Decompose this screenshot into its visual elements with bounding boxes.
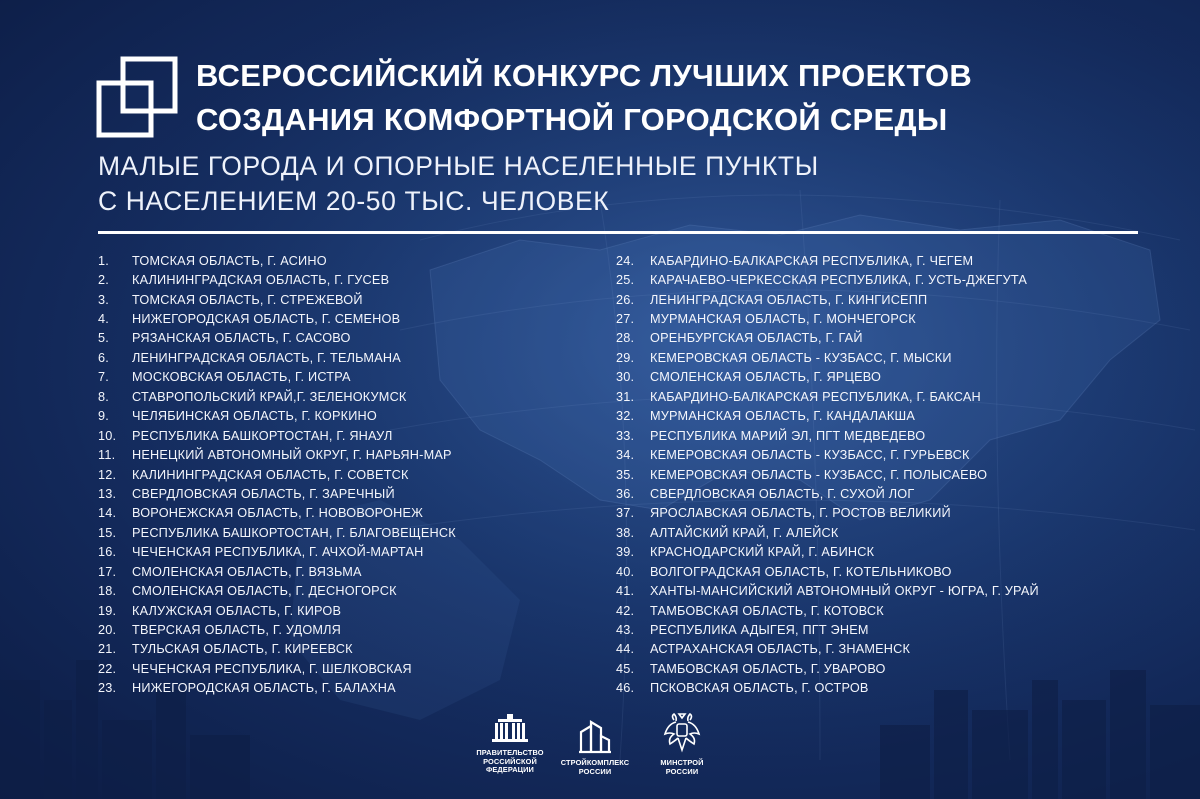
list-item <box>616 329 1176 348</box>
list-item-number: 36. <box>616 486 635 501</box>
list-item-number: 35. <box>616 467 635 482</box>
list-item <box>616 407 1176 426</box>
list-item-text: АСТРАХАНСКАЯ ОБЛАСТЬ, Г. ЗНАМЕНСК <box>650 642 911 657</box>
stroykompleks-logo-line-2: РОССИИ <box>578 766 612 776</box>
list-item-number: 14. <box>98 506 117 521</box>
list-item-number: 33. <box>616 428 635 443</box>
list-item-text: МУРМАНСКАЯ ОБЛАСТЬ, Г. КАНДАЛАКША <box>650 409 916 424</box>
list-item <box>616 290 1176 309</box>
winners-list-right <box>616 251 1176 698</box>
list-item-text: ЧЕЧЕНСКАЯ РЕСПУБЛИКА, Г. АЧХОЙ-МАРТАН <box>132 545 424 560</box>
list-item-number: 30. <box>616 370 635 385</box>
list-item-text: РЯЗАНСКАЯ ОБЛАСТЬ, Г. САСОВО <box>132 331 351 346</box>
list-item-text: КАЛУЖСКАЯ ОБЛАСТЬ, Г. КИРОВ <box>132 603 342 618</box>
list-item-text: АЛТАЙСКИЙ КРАЙ, Г. АЛЕЙСК <box>650 525 839 540</box>
list-item-number: 40. <box>616 564 635 579</box>
list-item-text: ХАНТЫ-МАНСИЙСКИЙ АВТОНОМНЫЙ ОКРУГ - ЮГРА, Г. УРАЙ <box>650 584 1039 599</box>
list-item <box>98 387 598 406</box>
list-item-text: ВОЛГОГРАДСКАЯ ОБЛАСТЬ, Г. КОТЕЛЬНИКОВО <box>650 564 952 579</box>
list-item-number: 6. <box>98 350 109 365</box>
list-item <box>616 484 1176 503</box>
list-item <box>98 426 598 445</box>
list-item-number: 23. <box>98 681 117 696</box>
list-item-text: КАРАЧАЕВО-ЧЕРКЕССКАЯ РЕСПУБЛИКА, Г. УСТЬ-ДЖЕГУТА <box>650 273 1028 288</box>
list-item <box>98 581 598 600</box>
list-item-number: 5. <box>98 331 109 346</box>
list-item <box>616 543 1176 562</box>
list-item-text: СМОЛЕНСКАЯ ОБЛАСТЬ, Г. ДЕСНОГОРСК <box>132 584 397 599</box>
list-item <box>98 543 598 562</box>
list-item-number: 18. <box>98 584 117 599</box>
list-item-text: ТУЛЬСКАЯ ОБЛАСТЬ, Г. КИРЕЕВСК <box>132 642 353 657</box>
list-item <box>616 309 1176 328</box>
list-item-text: ПСКОВСКАЯ ОБЛАСТЬ, Г. ОСТРОВ <box>650 681 869 696</box>
subtitle-line-1: МАЛЫЕ ГОРОДА И ОПОРНЫЕ НАСЕЛЕННЫЕ ПУНКТЫ <box>98 151 819 181</box>
list-item-text: МОСКОВСКАЯ ОБЛАСТЬ, Г. ИСТРА <box>132 370 351 385</box>
list-item <box>616 368 1176 387</box>
list-item-number: 26. <box>616 292 635 307</box>
list-item-number: 41. <box>616 584 635 599</box>
minstroy-logo-line-2: РОССИИ <box>665 766 699 776</box>
list-item-number: 24. <box>616 253 635 268</box>
list-item-text: ТОМСКАЯ ОБЛАСТЬ, Г. СТРЕЖЕВОЙ <box>132 292 363 307</box>
list-item-number: 32. <box>616 409 635 424</box>
list-item <box>616 445 1176 464</box>
list-item-number: 11. <box>98 448 116 463</box>
list-item <box>98 562 598 581</box>
list-item-number: 10. <box>98 428 117 443</box>
header-divider <box>98 231 1138 234</box>
stroykompleks-logo <box>553 718 637 776</box>
list-item-number: 39. <box>616 545 635 560</box>
list-item <box>98 348 598 367</box>
list-item-number: 46. <box>616 681 635 696</box>
list-item-text: КАЛИНИНГРАДСКАЯ ОБЛАСТЬ, Г. ГУСЕВ <box>132 273 390 288</box>
list-item-number: 38. <box>616 525 635 540</box>
list-item-text: СМОЛЕНСКАЯ ОБЛАСТЬ, Г. ЯРЦЕВО <box>650 370 882 385</box>
list-item-text: ЛЕНИНГРАДСКАЯ ОБЛАСТЬ, Г. ТЕЛЬМАНА <box>132 350 401 365</box>
list-item-text: ОРЕНБУРГСКАЯ ОБЛАСТЬ, Г. ГАЙ <box>650 331 863 346</box>
list-item <box>616 387 1176 406</box>
list-item-text: ТАМБОВСКАЯ ОБЛАСТЬ, Г. КОТОВСК <box>650 603 884 618</box>
list-item-number: 4. <box>98 312 109 327</box>
list-item <box>616 562 1176 581</box>
list-item-text: КРАСНОДАРСКИЙ КРАЙ, Г. АБИНСК <box>650 545 875 560</box>
double-headed-eagle-icon <box>662 712 702 754</box>
list-item <box>98 309 598 328</box>
list-item <box>98 640 598 659</box>
building-outline-icon <box>577 718 613 754</box>
list-item <box>616 620 1176 639</box>
list-item-text: КЕМЕРОВСКАЯ ОБЛАСТЬ - КУЗБАСС, Г. ПОЛЫСАЕВО <box>650 467 988 482</box>
list-item-number: 42. <box>616 603 635 618</box>
list-item-number: 43. <box>616 623 635 638</box>
list-item <box>98 465 598 484</box>
list-item-number: 12. <box>98 467 117 482</box>
list-item-text: СВЕРДЛОВСКАЯ ОБЛАСТЬ, Г. СУХОЙ ЛОГ <box>650 486 915 501</box>
list-item-number: 7. <box>98 370 109 385</box>
list-item-text: РЕСПУБЛИКА БАШКОРТОСТАН, Г. БЛАГОВЕЩЕНСК <box>132 525 456 540</box>
list-item-text: ТАМБОВСКАЯ ОБЛАСТЬ, Г. УВАРОВО <box>650 661 886 676</box>
list-item-number: 34. <box>616 448 635 463</box>
list-item-number: 13. <box>98 486 117 501</box>
list-item-text: ЧЕЛЯБИНСКАЯ ОБЛАСТЬ, Г. КОРКИНО <box>132 409 377 424</box>
list-item-number: 20. <box>98 623 117 638</box>
list-item <box>98 620 598 639</box>
list-item-number: 19. <box>98 603 117 618</box>
list-item-text: СМОЛЕНСКАЯ ОБЛАСТЬ, Г. ВЯЗЬМА <box>132 564 362 579</box>
list-item <box>616 251 1176 270</box>
list-item-number: 45. <box>616 661 635 676</box>
list-item <box>616 581 1176 600</box>
list-item-text: ТОМСКАЯ ОБЛАСТЬ, Г. АСИНО <box>132 253 327 268</box>
list-item <box>98 601 598 620</box>
list-item <box>98 329 598 348</box>
winners-list-left <box>98 251 598 698</box>
government-logo-line-1: ПРАВИТЕЛЬСТВО <box>476 748 544 757</box>
list-item-number: 44. <box>616 642 635 657</box>
list-item-number: 22. <box>98 661 117 676</box>
list-item-number: 27. <box>616 312 635 327</box>
list-item <box>98 270 598 289</box>
list-item-text: МУРМАНСКАЯ ОБЛАСТЬ, Г. МОНЧЕГОРСК <box>650 312 916 327</box>
list-item <box>98 368 598 387</box>
list-item-number: 31. <box>616 389 635 404</box>
subtitle-line-2: С НАСЕЛЕНИЕМ 20-50 ТЫС. ЧЕЛОВЕК <box>98 186 610 216</box>
list-item-number: 16. <box>98 545 117 560</box>
list-item <box>98 290 598 309</box>
list-item-text: СВЕРДЛОВСКАЯ ОБЛАСТЬ, Г. ЗАРЕЧНЫЙ <box>132 486 395 501</box>
list-item <box>616 348 1176 367</box>
list-item <box>616 679 1176 698</box>
list-item-text: СТАВРОПОЛЬСКИЙ КРАЙ,Г. ЗЕЛЕНОКУМСК <box>132 389 407 404</box>
list-item-text: ЯРОСЛАВСКАЯ ОБЛАСТЬ, Г. РОСТОВ ВЕЛИКИЙ <box>650 506 951 521</box>
stroykompleks-logo-line-1: СТРОЙКОМПЛЕКС <box>560 758 630 767</box>
list-item-number: 2. <box>98 273 109 288</box>
list-item-text: РЕСПУБЛИКА МАРИЙ ЭЛ, ПГТ МЕДВЕДЕВО <box>650 428 926 443</box>
government-logo-line-3: ФЕДЕРАЦИИ <box>486 765 534 774</box>
minstroy-logo-line-1: МИНСТРОЙ <box>660 758 704 767</box>
list-item-number: 29. <box>616 350 635 365</box>
list-item-text: НИЖЕГОРОДСКАЯ ОБЛАСТЬ, Г. СЕМЕНОВ <box>132 312 401 327</box>
list-item <box>98 523 598 542</box>
list-item-text: РЕСПУБЛИКА АДЫГЕЯ, ПГТ ЭНЕМ <box>650 623 869 638</box>
list-item-number: 28. <box>616 331 635 346</box>
list-item-text: ТВЕРСКАЯ ОБЛАСТЬ, Г. УДОМЛЯ <box>132 623 342 638</box>
list-item <box>98 679 598 698</box>
list-item <box>98 445 598 464</box>
title-line-2: СОЗДАНИЯ КОМФОРТНОЙ ГОРОДСКОЙ СРЕДЫ <box>196 102 948 137</box>
list-item <box>98 407 598 426</box>
list-item <box>616 426 1176 445</box>
list-item-text: ВОРОНЕЖСКАЯ ОБЛАСТЬ, Г. НОВОВОРОНЕЖ <box>132 506 424 521</box>
list-item <box>98 504 598 523</box>
title-line-1: ВСЕРОССИЙСКИЙ КОНКУРС ЛУЧШИХ ПРОЕКТОВ <box>196 58 973 93</box>
list-item-number: 21. <box>98 642 117 657</box>
list-item-number: 9. <box>98 409 109 424</box>
list-item-number: 25. <box>616 273 635 288</box>
logo-strip <box>0 712 1200 799</box>
list-item-text: КЕМЕРОВСКАЯ ОБЛАСТЬ - КУЗБАСС, Г. ГУРЬЕВСК <box>650 448 970 463</box>
list-item <box>616 270 1176 289</box>
list-item-text: РЕСПУБЛИКА БАШКОРТОСТАН, Г. ЯНАУЛ <box>132 428 393 443</box>
list-item-text: НИЖЕГОРОДСКАЯ ОБЛАСТЬ, Г. БАЛАХНА <box>132 681 396 696</box>
list-item <box>98 484 598 503</box>
government-building-icon <box>490 712 530 744</box>
list-item-text: НЕНЕЦКИЙ АВТОНОМНЫЙ ОКРУГ, Г. НАРЬЯН-МАР <box>132 448 452 463</box>
list-item-text: ЛЕНИНГРАДСКАЯ ОБЛАСТЬ, Г. КИНГИСЕПП <box>650 292 928 307</box>
list-item-text: КАЛИНИНГРАДСКАЯ ОБЛАСТЬ, Г. СОВЕТСК <box>132 467 409 482</box>
government-logo-line-2: РОССИЙСКОЙ <box>483 756 537 766</box>
list-item <box>616 504 1176 523</box>
list-item <box>616 523 1176 542</box>
list-item-text: КАБАРДИНО-БАЛКАРСКАЯ РЕСПУБЛИКА, Г. БАКСАН <box>650 389 981 404</box>
list-item-text: КЕМЕРОВСКАЯ ОБЛАСТЬ - КУЗБАСС, Г. МЫСКИ <box>650 350 952 365</box>
list-item <box>98 659 598 678</box>
list-item <box>616 659 1176 678</box>
list-item-number: 1. <box>98 253 109 268</box>
list-item <box>616 640 1176 659</box>
contest-logo-icon <box>96 56 178 138</box>
list-item-number: 15. <box>98 525 117 540</box>
list-item <box>616 601 1176 620</box>
list-item-text: ЧЕЧЕНСКАЯ РЕСПУБЛИКА, Г. ШЕЛКОВСКАЯ <box>132 661 412 676</box>
minstroy-logo <box>642 712 722 776</box>
government-logo <box>470 712 550 775</box>
list-item <box>616 465 1176 484</box>
list-item-number: 8. <box>98 389 109 404</box>
list-item-text: КАБАРДИНО-БАЛКАРСКАЯ РЕСПУБЛИКА, Г. ЧЕГЕМ <box>650 253 974 268</box>
list-item-number: 3. <box>98 292 109 307</box>
list-item <box>98 251 598 270</box>
list-item-number: 17. <box>98 564 117 579</box>
list-item-number: 37. <box>616 506 635 521</box>
